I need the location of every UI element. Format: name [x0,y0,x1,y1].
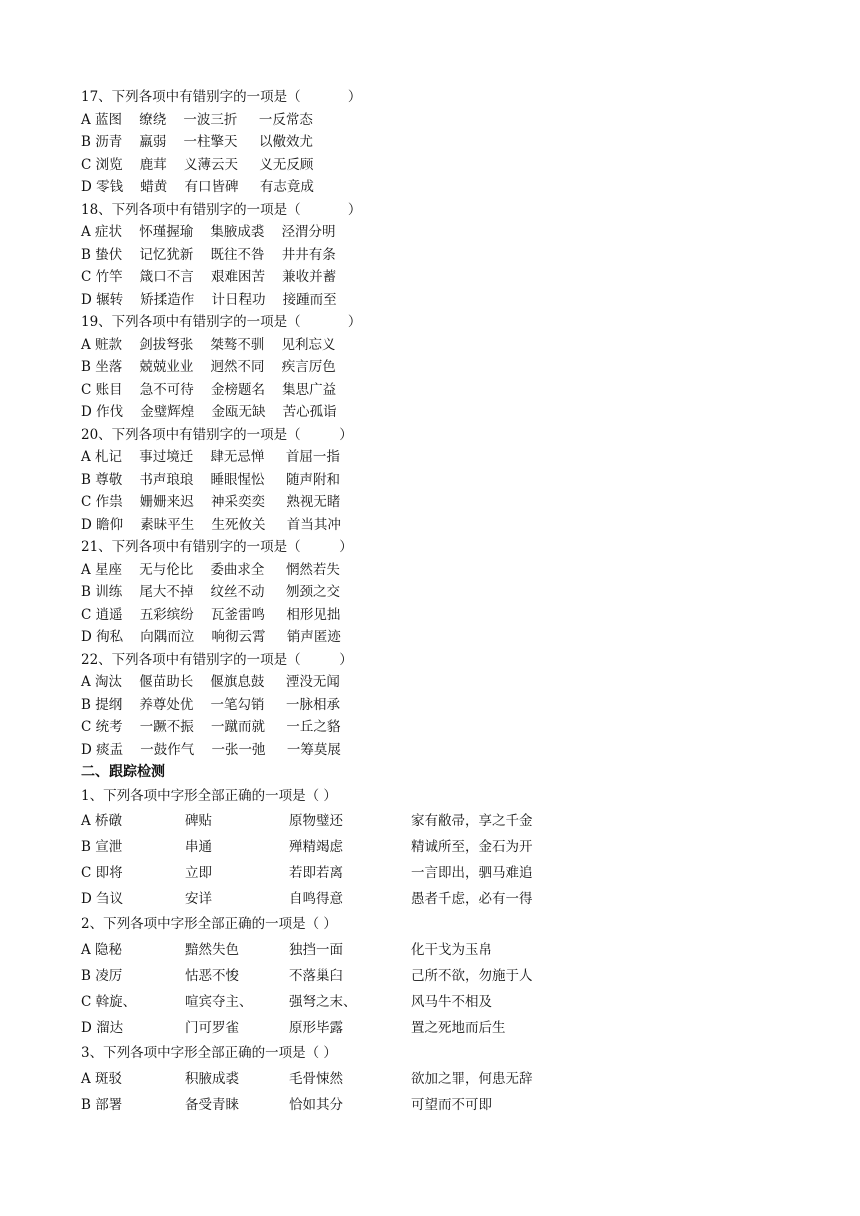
option-cell: 风马牛不相及 [411,993,492,1010]
option-row-b [81,964,801,990]
worksheet [81,86,801,1119]
option-cell: 独挡一面 [289,942,343,959]
option-row-d [81,1016,801,1042]
option-row-a [81,1067,801,1093]
option-c: C 浏览 鹿茸 义薄云天 义无反顾 [81,156,314,173]
option-cell: 愚者千虑，必有一得 [411,890,533,907]
option-cell: 己所不欲，勿施于人 [411,968,533,985]
tracking-question-2 [81,912,801,1041]
option-cell: 碑贴 [185,813,212,830]
option-d: D 徇私 向隅而泣 响彻云霄 销声匿迹 [81,629,341,645]
option-cell: 黯然失色 [185,942,239,959]
option-cell: 可望而不可即 [411,1097,492,1114]
option-cell: A 斑驳 [81,1071,123,1088]
option-cell: 门可罗雀 [185,1019,239,1036]
option-c: C 账目 急不可待 金榜题名 集思广益 [81,381,337,398]
option-cell: B 部署 [81,1097,123,1114]
option-row-a [81,809,801,835]
option-row-d [81,887,801,913]
option-cell: 立即 [185,864,212,881]
question-title: 18、下列各项中有错别字的一项是（ ） [81,201,362,218]
question-title: 1、下列各项中字形全部正确的一项是（ ） [81,787,337,804]
option-row-b [81,1093,801,1119]
option-d: D 痰盂 一鼓作气 一张一弛 一筹莫展 [81,741,341,758]
option-cell: 积腋成裘 [185,1071,239,1088]
option-d: D 瞻仰 素昧平生 生死攸关 首当其冲 [81,516,341,533]
option-cell: C 即将 [81,864,123,881]
option-b: B 尊敬 书声琅琅 睡眼惺忪 随声附和 [81,471,340,488]
option-cell: A 桥礅 [81,813,123,830]
option-row-a [81,938,801,964]
option-c: C 竹竿 箴口不言 艰难困苦 兼收并蓄 [81,269,337,285]
option-cell: 恰如其分 [289,1097,343,1114]
option-cell: D 溜达 [81,1019,124,1036]
option-cell: 欲加之罪，何患无辞 [411,1071,533,1088]
option-cell: 殚精竭虑 [289,839,343,856]
option-cell: A 隐秘 [81,942,123,959]
option-b: B 沥青 羸弱 一柱擎天 以儆效尤 [81,134,313,150]
option-cell: 喧宾夺主、 [185,993,253,1010]
option-cell: 精诚所至，金石为开 [411,839,533,856]
option-cell: 备受青睐 [185,1097,239,1114]
option-cell: D 刍议 [81,890,124,907]
option-cell: 强弩之末、 [289,993,357,1010]
option-c: C 逍遥 五彩缤纷 瓦釜雷鸣 相形见拙 [81,606,341,623]
tracking-question-3 [81,1041,801,1118]
option-cell: 串通 [185,839,212,856]
option-cell: 不落巢臼 [289,968,343,985]
option-c: C 统考 一蹶不振 一蹴而就 一丘之貉 [81,719,341,735]
question-22 [81,649,801,762]
option-d: D 辗转 矫揉造作 计日程功 接踵而至 [81,291,337,308]
question-title: 2、下列各项中字形全部正确的一项是（ ） [81,916,337,933]
question-20 [81,424,801,537]
option-d: D 零钱 蜡黄 有口皆碑 有志竟成 [81,179,314,195]
question-17 [81,86,801,199]
option-row-c [81,861,801,887]
question-title: 19、下列各项中有错别字的一项是（ ） [81,314,362,330]
option-cell: 置之死地而后生 [411,1019,506,1036]
option-cell: 安详 [185,890,212,907]
option-cell: 家有敝帚，享之千金 [411,813,533,830]
option-cell: 若即若离 [289,864,343,881]
option-cell: 原物璧还 [289,813,343,830]
option-a: A 症状 怀瑾握瑜 集腋成裘 泾渭分明 [81,224,336,240]
option-cell: 怙恶不悛 [185,968,239,985]
question-18 [81,199,801,312]
option-cell: 一言即出，驷马难追 [411,864,533,881]
option-cell: 化干戈为玉帛 [411,942,492,959]
question-title: 17、下列各项中有错别字的一项是（ ） [81,89,362,105]
option-a: A 星座 无与伦比 委曲求全 惘然若失 [81,561,340,578]
section-heading: 二、跟踪检测 [81,764,165,780]
option-a: A 札记 事过境迁 肆无忌惮 首屈一指 [81,449,340,465]
option-row-c [81,990,801,1016]
question-title: 20、下列各项中有错别字的一项是（ ） [81,426,353,443]
option-b: B 蛰伏 记忆犹新 既往不咎 井井有条 [81,246,336,263]
option-cell: 原形毕露 [289,1019,343,1036]
option-cell: 自鸣得意 [289,890,343,907]
question-title: 22、下列各项中有错别字的一项是（ ） [81,651,353,668]
question-title: 3、下列各项中字形全部正确的一项是（ ） [81,1045,337,1062]
option-c: C 作祟 姗姗来迟 神采奕奕 熟视无睹 [81,494,341,510]
question-21 [81,536,801,649]
option-b: B 坐落 兢兢业业 迥然不同 疾言厉色 [81,359,336,375]
option-d: D 作伐 金璧辉煌 金瓯无缺 苦心孤诣 [81,404,337,420]
question-title: 21、下列各项中有错别字的一项是（ ） [81,539,353,555]
option-row-b [81,835,801,861]
option-a: A 赃款 剑拔弩张 桀骜不驯 见利忘义 [81,336,336,353]
option-cell: B 宣泄 [81,839,123,856]
option-b: B 提纲 养尊处优 一笔勾销 一脉相承 [81,696,340,713]
question-19 [81,311,801,424]
option-cell: B 凌厉 [81,968,123,985]
option-cell: C 斡旋、 [81,993,137,1010]
option-a: A 淘汰 偃苗助长 偃旗息鼓 湮没无闻 [81,674,340,690]
option-a: A 蓝图 缭绕 一波三折 一反常态 [81,111,313,128]
tracking-question-1 [81,784,801,913]
option-cell: 毛骨悚然 [289,1071,343,1088]
option-b: B 训练 尾大不掉 纹丝不动 刎颈之交 [81,584,340,600]
